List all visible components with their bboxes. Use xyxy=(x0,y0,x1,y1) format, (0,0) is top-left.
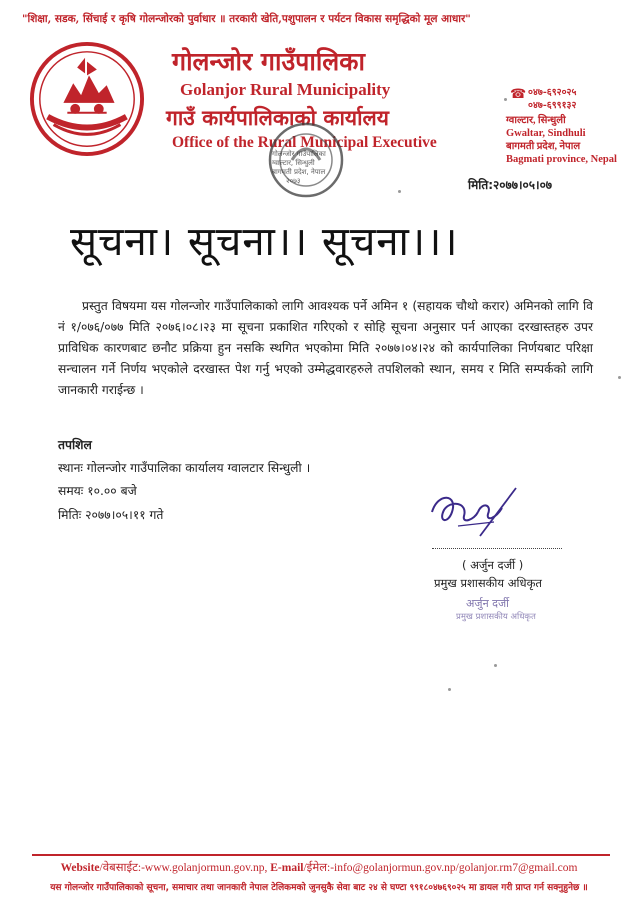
stamp-line-3: बागमती प्रदेश, नेपाल xyxy=(272,168,326,176)
details-label: तपशिल xyxy=(58,438,92,452)
seal-signatory-name: अर्जुन दर्जी xyxy=(466,597,510,610)
speck xyxy=(448,688,451,691)
issue-date: मिति:२०७७।०५।०७ xyxy=(468,178,553,192)
email-label: E-mail xyxy=(270,862,304,874)
province-nepali: बागमती प्रदेश, नेपाल xyxy=(506,141,581,152)
municipality-emblem xyxy=(28,40,146,158)
signature-line xyxy=(432,548,562,549)
municipality-name-english: Golanjor Rural Municipality xyxy=(180,80,391,99)
signatory-name: ( अर्जुन दर्जी ) xyxy=(462,558,524,572)
address-nepali: ग्वाल्टार, सिन्धुली xyxy=(506,115,566,126)
website-label-nepali: /वेबसाईट:- xyxy=(99,862,145,874)
office-name-english: Office of the Rural Municipal Executive xyxy=(172,134,437,151)
email-label-nepali: /ईमेल:- xyxy=(303,862,335,874)
speck xyxy=(504,98,507,101)
province-english: Bagmati province, Nepal xyxy=(506,154,617,165)
stamp-line-1: गोलन्जोर गाउँपालिका xyxy=(272,150,326,158)
footer-contact: Website/वेबसाईट:-www.golanjormun.gov.np, E-mail/ईमेल:-info@golanjormun.gov.np/golanjor.rm7@gmail.com xyxy=(60,862,578,874)
notice-heading: सूचना। सूचना।। सूचना।।। xyxy=(70,219,459,265)
office-name-nepali: गाउँ कार्यपालिकाको कार्यालय xyxy=(166,106,389,130)
exam-place: स्थानः गोलन्जोर गाउँपालिका कार्यालय ग्वालटार सिन्धुली । xyxy=(58,461,311,475)
exam-time: समयः १०.०० बजे xyxy=(58,484,137,498)
website-link[interactable]: www.golanjormun.gov.np xyxy=(144,862,265,874)
phone-numbers xyxy=(528,86,576,112)
website-label: Website xyxy=(60,862,100,874)
phone-icon: ☎ xyxy=(510,87,527,102)
footer-divider xyxy=(32,854,610,856)
seal-signatory-title: प्रमुख प्रशासकीय अधिकृत xyxy=(456,612,536,622)
footer-note: यस गोलन्जोर गाउँपालिकाको सूचना, समाचार तथा जानकारी नेपाल टेलिकमको जुनसुकै सेवा बाट २४ से घण्टा ९९१८०४७६९०२५ मा डायल गरी प्राप्त गर्न सक्नुहुनेछ ॥ xyxy=(50,883,588,893)
handwritten-signature xyxy=(418,482,528,552)
signatory-title: प्रमुख प्रशासकीय अधिकृत xyxy=(434,576,542,590)
phone-number-1: ०४७-६९२०२५ xyxy=(528,87,577,98)
stamp-line-4: २०७३ xyxy=(286,177,301,185)
speck xyxy=(398,190,401,193)
address-english: Gwaltar, Sindhuli xyxy=(506,128,586,139)
speck xyxy=(618,376,621,379)
email-link[interactable]: info@golanjormun.gov.np/golanjor.rm7@gmail.com xyxy=(334,862,578,874)
notice-body: प्रस्तुत विषयमा यस गोलन्जोर गाउँपालिकाको लागि आवश्यक पर्ने अमिन १ (सहायक चौथो करार) अमिनको लागि वि नं १/०७६/०७७ मिति २०७६।०८।२३ मा सूचना प्रकाशित गरिएको र सोहि सूचना अनुसार पर्न आएका दरखास्तहरु उपर प्राविधिक कारणबाट छनौट प्रक्रिया हुन नसकि स्थगित भएकोमा मिति २०७७।०४।२४ को कार्यपालिका निर्णयबाट परिक्षा सन्चालन गर्ने निर्णय भएकोले दरखास्त पेश गर्नु भएको उम्मेद्धवारहरुले तपशिलको स्थान, समय र मिति सम्पर्कको लागि जानकारी गराईन्छ । xyxy=(58,299,593,397)
stamp-text xyxy=(272,150,326,186)
stamp-line-2: ग्वाल्टार, सिन्धुली xyxy=(272,159,315,167)
phone-number-2: ०४७-६९९१३२ xyxy=(528,100,577,111)
municipality-name-nepali: गोलन्जोर गाउँपालिका xyxy=(172,47,365,76)
office-address xyxy=(506,114,617,166)
speck xyxy=(494,664,497,667)
exam-date: मितिः २०७७।०५।११ गते xyxy=(58,508,164,522)
header-slogan: "शिक्षा, सडक, सिंचाई र कृषि गोलन्जोरको पुर्वाधार ॥ तरकारी खेति,पशुपालन र पर्यटन विकास समृद्धिको मूल आधार" xyxy=(22,13,471,25)
